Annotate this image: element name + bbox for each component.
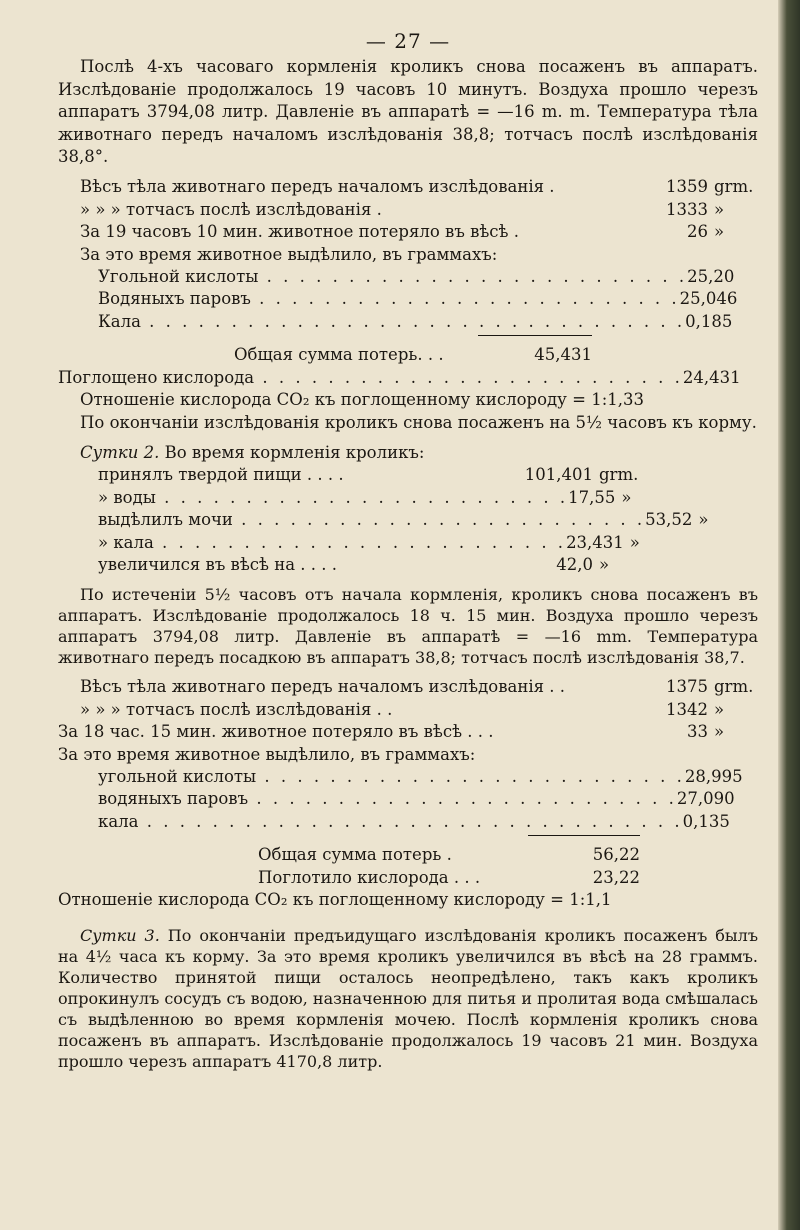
s2-weight-before: Вѣсъ тѣла животнаго передъ началомъ изслѣдованія . . 1375 grm.	[80, 677, 754, 697]
s2-oxygen: Поглотило кислорода . . . 23,22	[258, 867, 640, 887]
s2-excretion-feces: кала . . . . . . . . . . . . . . . . . . . . . . . . . . . . . . . . . 0,135	[98, 811, 730, 831]
s3-heading: Сутки 3.	[80, 926, 160, 946]
s2-heading-line: Сутки 2. Во время кормленія кроликъ:	[80, 442, 425, 462]
s1-weight-before: Вѣсъ тѣла животнаго передъ началомъ изслѣдованія . 1359 grm.	[80, 177, 754, 197]
s1-excretion-water: Водяныхъ паровъ . . . . . . . . . . . . . . . . . . . . . . . . . . 25,046	[98, 289, 738, 309]
s2-urine: выдѣлилъ мочи . . . . . . . . . . . . . . . . . . . . . . . . . 53,52 »	[98, 510, 709, 530]
s2-weight-after: » » » тотчасъ послѣ изслѣдованія . . 1342 »	[80, 699, 725, 719]
s2-excretion-co2: угольной кислоты . . . . . . . . . . . . . . . . . . . . . . . . . . 28,995	[98, 766, 743, 786]
s2-ratio: Отношеніе кислорода CO₂ къ поглощенному кислороду = 1:1,1	[58, 890, 612, 909]
s2-food-water: » воды . . . . . . . . . . . . . . . . . . . . . . . . . 17,55 »	[98, 487, 632, 507]
s2-excretion-intro: За это время животное выдѣлило, въ граммахъ:	[58, 744, 476, 764]
s2-paragraph: По истеченіи 5½ часовъ отъ начала кормленія, кроликъ снова посаженъ въ аппаратъ. Изслѣдованіе продолжалось 18 ч. 15 мин. Воздуха прошло черезъ аппаратъ 3794,08 литр. Давленіе въ аппаратѣ = —16 mm. Температура животнаго передъ посадкою въ аппаратъ 38,8; тотчасъ послѣ изслѣдованія 38,7.	[58, 585, 758, 668]
s1-paragraph: Послѣ 4-хъ часоваго кормленія кроликъ снова посаженъ въ аппаратъ. Изслѣдованіе продолжалось 19 часовъ 10 минутъ. Воздуха прошло черезъ аппаратъ 3794,08 литр. Давленіе въ аппаратѣ = —16 m. m. Температура тѣла животнаго передъ началомъ изслѣдованія 38,8; тотчасъ послѣ изслѣдованія 38,8°.	[58, 57, 758, 167]
s2-total: Общая сумма потерь . 56,22	[258, 845, 640, 865]
s2-feces: » кала . . . . . . . . . . . . . . . . . . . . . . . . . 23,431 »	[98, 532, 640, 552]
s2-weight-gain: увеличился въ вѣсѣ на . . . . 42,0 »	[98, 554, 610, 574]
s1-total: Общая сумма потерь. . . 45,431	[234, 345, 592, 365]
s1-weight-after: » » » тотчасъ послѣ изслѣдованія . 1333 »	[80, 199, 725, 219]
s1-ratio: Отношеніе кислорода CO₂ къ поглощенному кислороду = 1:1,33	[80, 390, 644, 410]
s3-paragraph	[58, 925, 758, 1072]
s2-heading: Сутки 2.	[80, 442, 160, 462]
s1-oxygen: Поглощено кислорода . . . . . . . . . . . . . . . . . . . . . . . . . . 24,431	[58, 367, 741, 387]
s1-excretion-co2: Угольной кислоты . . . . . . . . . . . . . . . . . . . . . . . . . . 25,20	[98, 267, 735, 287]
page-number: — 27 —	[365, 29, 451, 53]
book-page	[58, 30, 758, 1072]
s2-excretion-water: водяныхъ паровъ . . . . . . . . . . . . . . . . . . . . . . . . . . 27,090	[98, 789, 735, 809]
s1-after: По окончаніи изслѣдованія кроликъ снова посаженъ на 5½ часовъ къ корму.	[80, 412, 757, 432]
s2-weight-loss: За 18 час. 15 мин. животное потеряло въ вѣсѣ . . . 33 »	[58, 722, 725, 742]
s1-excretion-feces: Кала . . . . . . . . . . . . . . . . . . . . . . . . . . . . . . . . . 0,185	[98, 311, 733, 331]
scan-binding-edge	[778, 0, 800, 1230]
s3-text: По окончаніи предъидущаго изслѣдованія кроликъ посаженъ былъ на 4½ часа къ корму. За это время кроликъ увеличился въ вѣсѣ на 28 граммъ. Количество принятой пищи осталось неопредѣлено, такъ какъ кроликъ опрокинулъ сосудъ съ водою, назначенною для питья и пролитая вода смѣшалась съ выдѣленною во время кормленія мочею. Послѣ кормленія кроликъ снова посаженъ въ аппаратъ. Изслѣдованіе продолжалось 19 часовъ 21 мин. Воздуха прошло черезъ аппаратъ 4170,8 литр.	[58, 926, 759, 1072]
s1-weight-loss: За 19 часовъ 10 мин. животное потеряло въ вѣсѣ . 26 »	[80, 222, 725, 242]
s2-food-solid: принялъ твердой пищи . . . . 101,401 grm.	[98, 465, 639, 485]
s1-excretion-intro: За это время животное выдѣлило, въ граммахъ:	[80, 244, 498, 264]
